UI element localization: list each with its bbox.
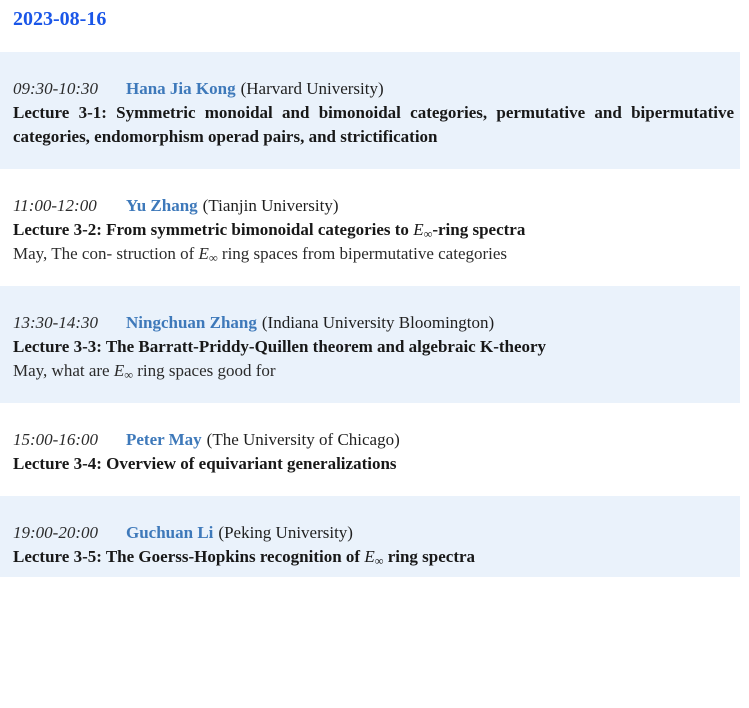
session-time: 11:00-12:00 bbox=[13, 196, 97, 215]
e-infinity-math: $E_\infty$ bbox=[364, 547, 384, 568]
session-row-3 bbox=[0, 286, 740, 403]
date-heading: 2023-08-16 bbox=[13, 8, 107, 30]
session-row-2 bbox=[0, 169, 740, 286]
session-time: 09:30-10:30 bbox=[13, 79, 98, 98]
session-row-1 bbox=[0, 52, 740, 169]
lecture-title: Lecture 3-4: Overview of equivariant generalizations bbox=[13, 454, 397, 473]
speaker-affiliation: (Harvard University) bbox=[240, 79, 384, 98]
session-time: 13:30-14:30 bbox=[13, 313, 98, 332]
session-meta bbox=[13, 521, 734, 545]
session-meta bbox=[13, 77, 734, 101]
lecture-note: May, The con- struction of $E_\infty$ ring spaces from bipermutative categories bbox=[13, 244, 508, 265]
session-meta bbox=[13, 428, 734, 452]
lecture-title: Lecture 3-5: The Goerss-Hopkins recognition of $E_\infty$ ring spectra bbox=[13, 547, 476, 568]
speaker-link[interactable]: Yu Zhang bbox=[126, 196, 198, 215]
lecture-title: Lecture 3-1: Symmetric monoidal and bimonoidal categories, permutative and bipermutative categories, endomorphism operad pairs, and strictification bbox=[13, 103, 734, 146]
lecture-title: Lecture 3-3: The Barratt-Priddy-Quillen theorem and algebraic K-theory bbox=[13, 337, 547, 356]
speaker-affiliation: (Peking University) bbox=[218, 523, 353, 542]
session-meta bbox=[13, 194, 734, 218]
session-time: 19:00-20:00 bbox=[13, 523, 98, 542]
speaker-affiliation: (Tianjin University) bbox=[202, 196, 339, 215]
speaker-affiliation: (Indiana University Bloomington) bbox=[261, 313, 495, 332]
speaker-affiliation: (The University of Chicago) bbox=[206, 430, 400, 449]
session-row-5 bbox=[0, 496, 740, 577]
session-row-4 bbox=[0, 403, 740, 496]
session-meta bbox=[13, 311, 734, 335]
e-infinity-math: $E_\infty$ bbox=[113, 361, 133, 382]
speaker-link[interactable]: Hana Jia Kong bbox=[126, 79, 236, 98]
lecture-note: May, what are $E_\infty$ ring spaces good for bbox=[13, 361, 276, 382]
lecture-title: Lecture 3-2: From symmetric bimonoidal categories to $E_\infty$-ring spectra bbox=[13, 220, 526, 241]
speaker-link[interactable]: Guchuan Li bbox=[126, 523, 214, 542]
e-infinity-math: $E_\infty$ bbox=[198, 244, 218, 265]
schedule-list bbox=[0, 52, 749, 577]
speaker-link[interactable]: Peter May bbox=[126, 430, 202, 449]
speaker-link[interactable]: Ningchuan Zhang bbox=[126, 313, 257, 332]
session-time: 15:00-16:00 bbox=[13, 430, 98, 449]
e-infinity-math: $E_\infty$ bbox=[413, 220, 433, 241]
